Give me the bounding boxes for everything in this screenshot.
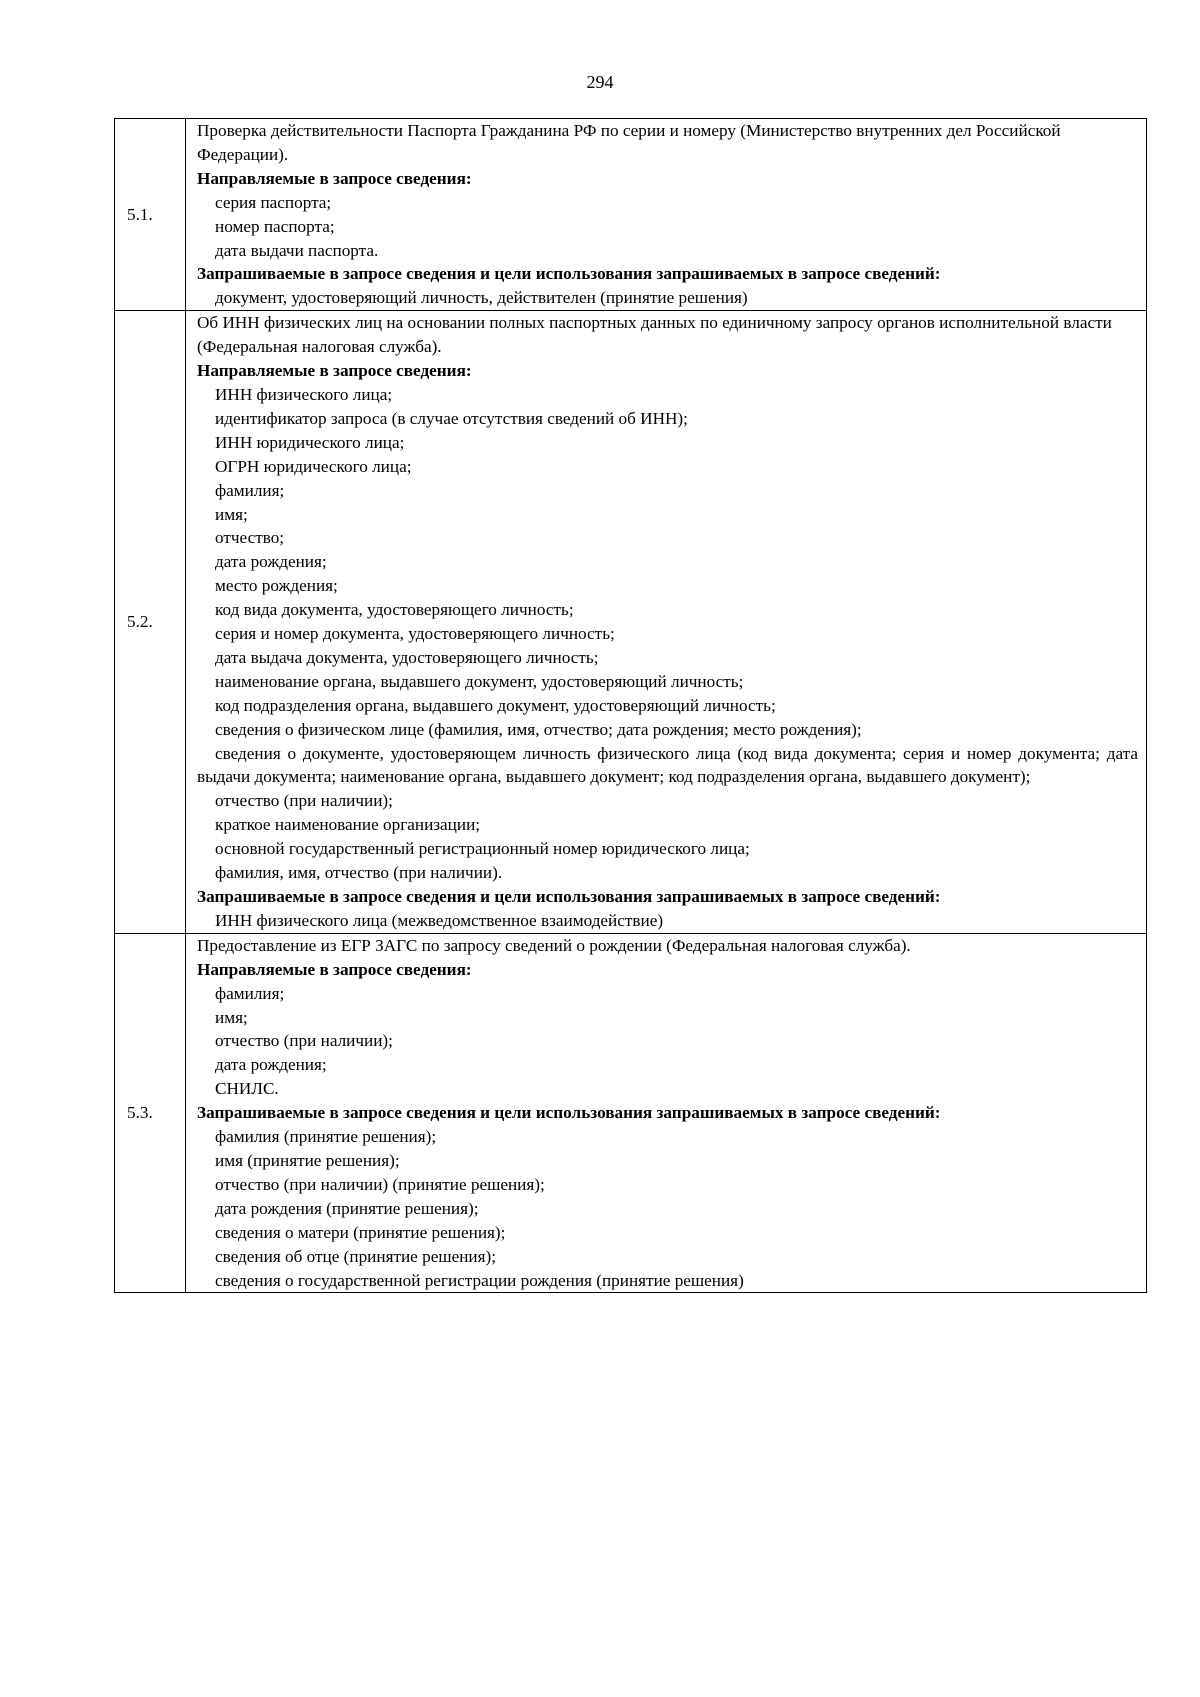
sent-item: отчество (при наличии); bbox=[215, 791, 393, 811]
sent-item: наименование органа, выдавшего документ, удостоверяющий личность; bbox=[215, 671, 744, 691]
requested-item: имя (принятие решения); bbox=[215, 1150, 400, 1170]
sent-item: номер паспорта; bbox=[215, 216, 335, 236]
sent-heading: Направляемые в запросе сведения: bbox=[197, 959, 472, 979]
sent-item: дата выдачи паспорта. bbox=[215, 240, 379, 260]
service-title: Проверка действительности Паспорта Гражданина РФ по серии и номеру (Министерство внутренних дел Российской Федерации). bbox=[197, 121, 1061, 164]
table-body bbox=[115, 119, 1147, 1293]
requested-item: документ, удостоверяющий личность, действителен (принятие решения) bbox=[215, 288, 748, 308]
sent-item: место рождения; bbox=[215, 576, 338, 596]
sent-item: фамилия, имя, отчество (при наличии). bbox=[215, 863, 503, 883]
sent-item: отчество (при наличии); bbox=[215, 1031, 393, 1051]
sent-item: дата рождения; bbox=[215, 552, 327, 572]
service-title: Предоставление из ЕГР ЗАГС по запросу сведений о рождении (Федеральная налоговая служба). bbox=[197, 935, 911, 955]
sent-item: СНИЛС. bbox=[215, 1079, 279, 1099]
row-content bbox=[186, 311, 1147, 934]
sent-item: ОГРН юридического лица; bbox=[215, 456, 412, 476]
sent-item: дата выдача документа, удостоверяющего личность; bbox=[215, 647, 599, 667]
table-row bbox=[115, 933, 1147, 1293]
sent-item: сведения о физическом лице (фамилия, имя, отчество; дата рождения; место рождения); bbox=[215, 719, 862, 739]
requests-table bbox=[114, 118, 1147, 1293]
requested-item: фамилия (принятие решения); bbox=[215, 1127, 437, 1147]
sent-item: краткое наименование организации; bbox=[215, 815, 481, 835]
sent-heading: Направляемые в запросе сведения: bbox=[197, 361, 472, 381]
page-number: 294 bbox=[586, 72, 614, 92]
sent-item: ИНН юридического лица; bbox=[215, 432, 405, 452]
requested-item: отчество (при наличии) (принятие решения); bbox=[215, 1174, 545, 1194]
sent-item: имя; bbox=[215, 1007, 248, 1027]
row-number: 5.3. bbox=[115, 933, 186, 1293]
sent-item: имя; bbox=[215, 504, 248, 524]
requested-heading: Запрашиваемые в запросе сведения и цели использования запрашиваемых в запросе сведений: bbox=[197, 887, 941, 906]
service-title: Об ИНН физических лиц на основании полных паспортных данных по единичному запросу органов исполнительной власти (Федеральная налоговая служба). bbox=[197, 313, 1112, 357]
sent-item: основной государственный регистрационный номер юридического лица; bbox=[215, 839, 750, 859]
row-content bbox=[186, 933, 1147, 1293]
requested-heading: Запрашиваемые в запросе сведения и цели использования запрашиваемых в запросе сведений: bbox=[197, 1103, 941, 1123]
sent-item: отчество; bbox=[215, 528, 285, 548]
sent-item: код вида документа, удостоверяющего личность; bbox=[215, 600, 574, 620]
sent-item: идентификатор запроса (в случае отсутствия сведений об ИНН); bbox=[215, 408, 688, 428]
requested-heading: Запрашиваемые в запросе сведения и цели использования запрашиваемых в запросе сведений: bbox=[197, 264, 941, 284]
row-number: 5.2. bbox=[115, 311, 186, 934]
requested-item: дата рождения (принятие решения); bbox=[215, 1198, 479, 1218]
sent-item: фамилия; bbox=[215, 983, 285, 1003]
requested-item: сведения об отце (принятие решения); bbox=[215, 1246, 496, 1266]
sent-item: сведения о документе, удостоверяющем личность физического лица (код вида документа; серия и номер документа; дата выдачи документа; наименование органа, выдавшего документ; код подразделения органа, выдавшего документ); bbox=[197, 743, 1138, 787]
sent-heading: Направляемые в запросе сведения: bbox=[197, 168, 472, 188]
table-row bbox=[115, 119, 1147, 311]
requested-item: сведения о матери (принятие решения); bbox=[215, 1222, 506, 1242]
requested-item: сведения о государственной регистрации рождения (принятие решения) bbox=[215, 1270, 744, 1290]
table-row bbox=[115, 311, 1147, 934]
sent-item: серия паспорта; bbox=[215, 192, 332, 212]
sent-item: фамилия; bbox=[215, 480, 285, 500]
row-number: 5.1. bbox=[115, 119, 186, 311]
sent-item: дата рождения; bbox=[215, 1055, 327, 1075]
sent-item: код подразделения органа, выдавшего документ, удостоверяющий личность; bbox=[215, 695, 776, 715]
sent-item: серия и номер документа, удостоверяющего личность; bbox=[215, 624, 615, 644]
sent-item: ИНН физического лица; bbox=[215, 384, 393, 404]
requested-item: ИНН физического лица (межведомственное взаимодействие) bbox=[215, 910, 664, 930]
row-content bbox=[186, 119, 1147, 311]
